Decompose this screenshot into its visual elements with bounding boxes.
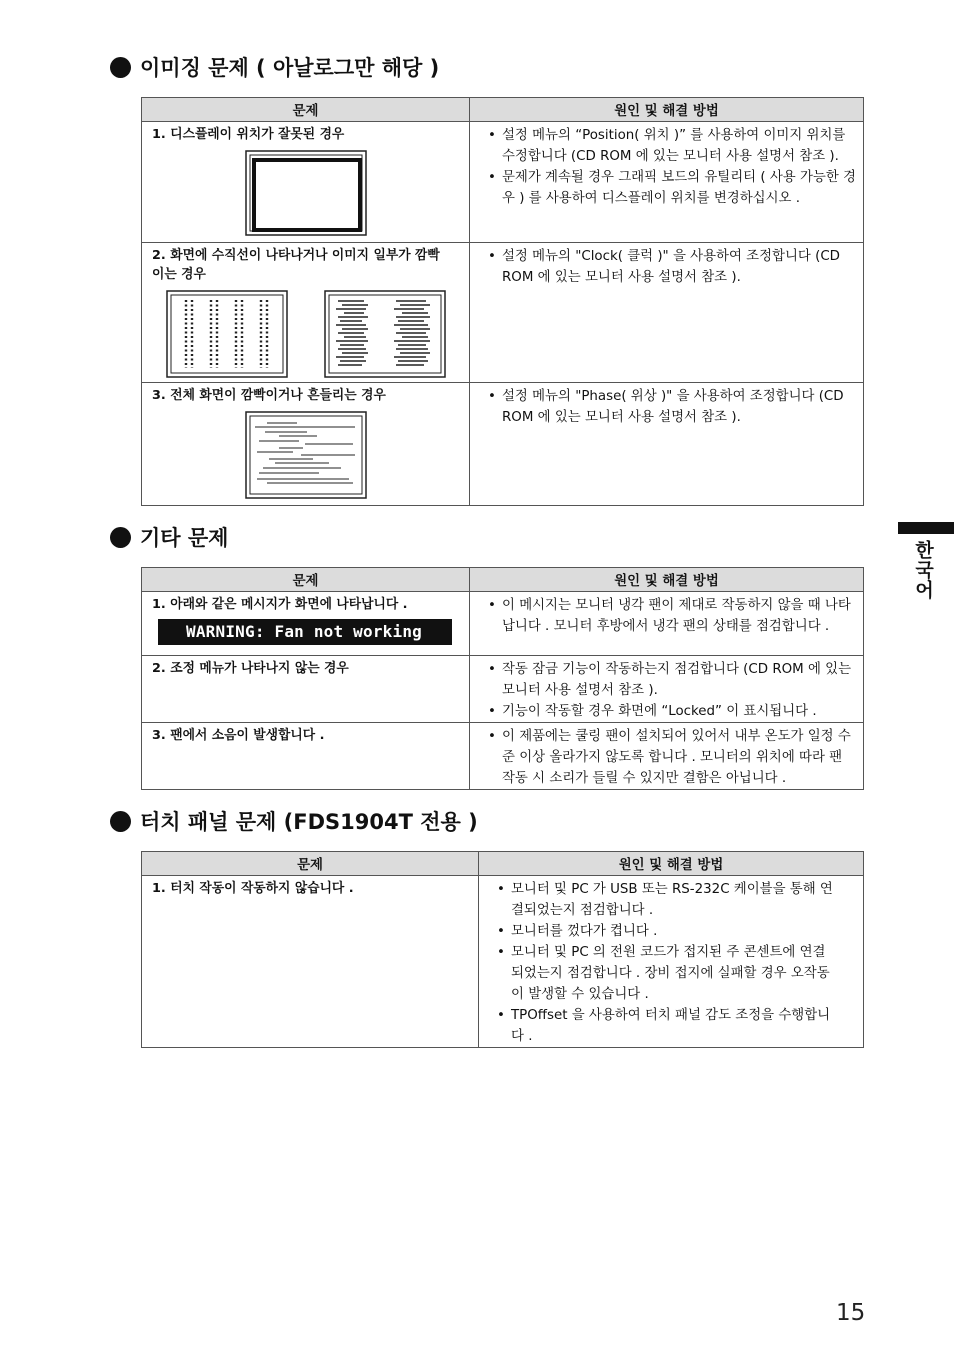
list-item: • 설정 메뉴의 "Clock( 클럭 )" 을 사용하여 조정합니다 (CD ROM 에 있는 모니터 사용 설명서 참조 ). [486,246,857,288]
other-problems-table [141,567,864,790]
header-problem: 문제 [142,98,470,122]
illustration-position [245,150,461,242]
list-item: • 모니터 및 PC 의 전원 코드가 접지된 주 콘센트에 연결되었는지 점검합니다 . 장비 접지에 실패할 경우 오작동이 발생할 수 있습니다 . [495,942,837,1005]
bullet-circle-icon [110,527,131,548]
solution-list [486,386,857,428]
solution-list [486,595,857,637]
section-title-imaging [110,52,439,82]
problem-text: 1. 디스플레이 위치가 잘못된 경우 [152,127,345,142]
section-title-text: 기타 문제 [140,526,229,550]
list-item: • 이 제품에는 쿨링 팬이 설치되어 있어서 내부 온도가 일정 수준 이상 올라가지 않도록 합니다 . 모니터의 위치에 따라 팬 작동 시 소리가 들릴 수 있지만 결함은 아닙니다 . [486,726,857,789]
problem-text: 1. 터치 작동이 작동하지 않습니다 . [152,881,354,896]
problem-cell [142,876,479,1048]
table-row [142,122,864,243]
solution-cell [479,876,864,1048]
solution-cell [470,243,864,383]
problem-cell [142,592,470,656]
problem-cell [142,122,470,243]
list-item: • 설정 메뉴의 “Position( 위치 )” 를 사용하여 이미지 위치를 수정합니다 (CD ROM 에 있는 모니터 사용 설명서 참조 ). [486,125,857,167]
solution-list [486,726,857,789]
page-number: 15 [836,1300,866,1326]
problem-text: 3. 전체 화면이 깜빡이거나 흔들리는 경우 [152,388,386,403]
illustration-shaking [245,411,461,505]
monitor-flicker-lines-icon [324,290,446,378]
monitor-vertical-lines-icon [166,290,288,378]
solution-cell [470,122,864,243]
problem-cell [142,243,470,383]
header-solution: 원인 및 해결 방법 [470,568,864,592]
solution-cell [470,592,864,656]
section-title-text: 터치 패널 문제 (FDS1904T 전용 ) [140,810,478,834]
touch-panel-problems-table [141,851,864,1048]
list-item: • 설정 메뉴의 "Phase( 위상 )" 을 사용하여 조정합니다 (CD ROM 에 있는 모니터 사용 설명서 참조 ). [486,386,857,428]
header-problem: 문제 [142,568,470,592]
section-title-text: 이미징 문제 ( 아날로그만 해당 ) [140,56,440,80]
header-solution: 원인 및 해결 방법 [479,852,864,876]
solution-list [486,246,857,288]
solution-cell [470,656,864,723]
language-tab-marker [898,522,954,534]
solution-list [495,879,857,1047]
table-row [142,592,864,656]
table-row [142,876,864,1048]
problem-text: 2. 화면에 수직선이 나타나거나 이미지 일부가 깜빡이는 경우 [152,248,440,282]
table-row [142,383,864,506]
language-label: 한국어 [912,540,934,600]
table-header-row [142,98,864,122]
header-solution: 원인 및 해결 방법 [470,98,864,122]
header-problem: 문제 [142,852,479,876]
solution-list [486,125,857,209]
problem-text: 1. 아래와 같은 메시지가 화면에 나타납니다 . [152,597,408,612]
list-item: • 모니터를 껐다가 켭니다 . [495,921,837,942]
list-item: • 기능이 작동할 경우 화면에 “Locked” 이 표시됩니다 . [486,701,857,722]
problem-text: 3. 팬에서 소음이 발생합니다 . [152,728,325,743]
section-title-other [110,522,228,552]
solution-list [486,659,857,722]
section-title-touch-panel [110,806,478,836]
list-item: • 작동 잠금 기능이 작동하는지 점검합니다 (CD ROM 에 있는 모니터 사용 설명서 참조 ). [486,659,857,701]
solution-cell [470,723,864,790]
table-header-row [142,852,864,876]
monitor-offset-image-icon [245,150,367,236]
table-header-row [142,568,864,592]
table-row [142,656,864,723]
table-row [142,243,864,383]
list-item: • TPOffset 을 사용하여 터치 패널 감도 조정을 수행합니다 . [495,1005,837,1047]
bullet-circle-icon [110,811,131,832]
warning-message-box: WARNING: Fan not working [158,619,452,645]
solution-cell [470,383,864,506]
illustration-vertical-lines [166,290,461,378]
table-row [142,723,864,790]
problem-text: 2. 조정 메뉴가 나타나지 않는 경우 [152,661,349,676]
list-item: • 모니터 및 PC 가 USB 또는 RS-232C 케이블을 통해 연결되었는지 점검합니다 . [495,879,837,921]
problem-cell [142,656,470,723]
monitor-shaking-image-icon [245,411,367,499]
problem-cell [142,383,470,506]
problem-cell [142,723,470,790]
imaging-problems-table [141,97,864,506]
bullet-circle-icon [110,57,131,78]
list-item: • 이 메시지는 모니터 냉각 팬이 제대로 작동하지 않을 때 나타납니다 . 모니터 후방에서 냉각 팬의 상태를 점검합니다 . [486,595,857,637]
list-item: • 문제가 계속될 경우 그래픽 보드의 유틸리티 ( 사용 가능한 경우 ) 를 사용하여 디스플레이 위치를 변경하십시오 . [486,167,857,209]
